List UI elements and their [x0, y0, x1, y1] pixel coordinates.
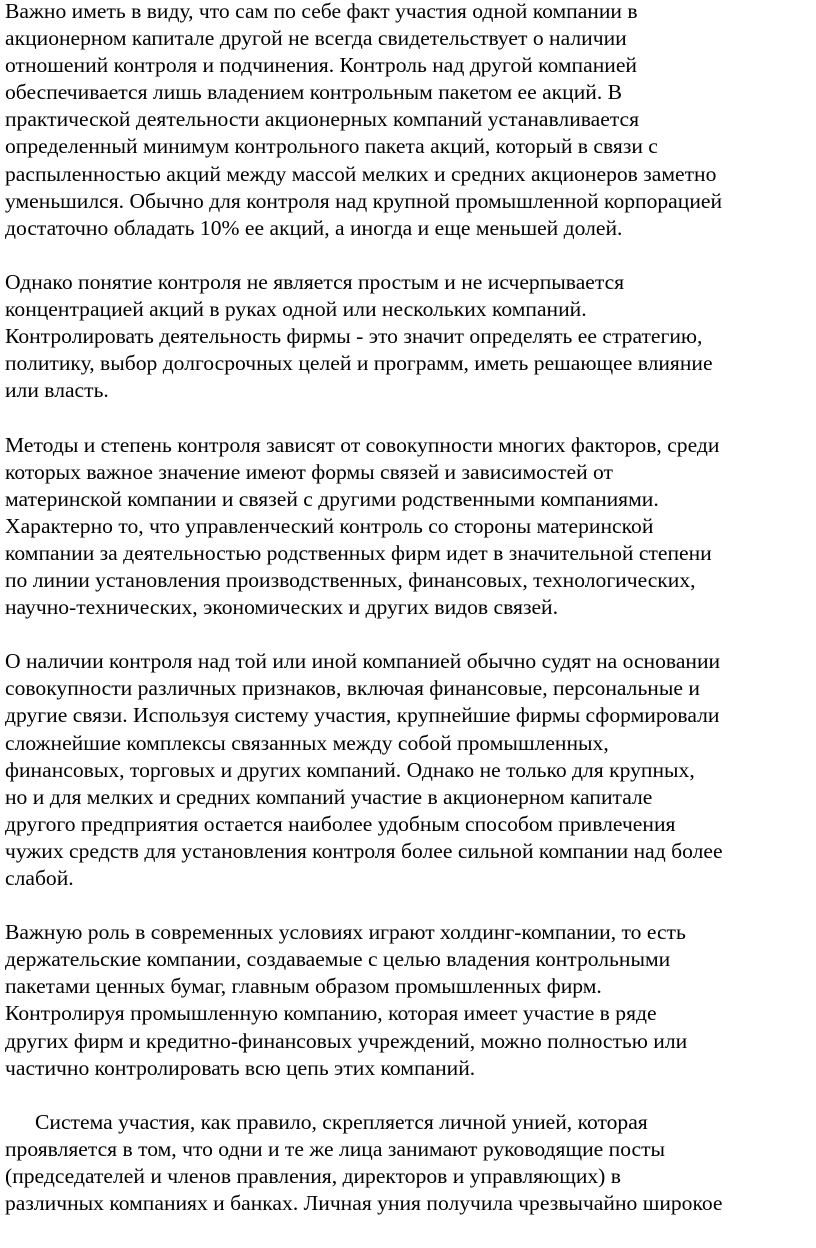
- text-line: Важно иметь в виду, что сам по себе факт участия одной компании в: [5, 0, 638, 23]
- text-line: другого предприятия остается наиболее удобным способом привлечения: [5, 811, 676, 836]
- text-line: Контролируя промышленную компанию, которая имеет участие в ряде: [5, 1001, 657, 1026]
- text-line: совокупности различных признаков, включая финансовые, персональные и: [5, 676, 700, 701]
- paragraph-2: [5, 269, 816, 404]
- text-line: финансовых, торговых и других компаний. Однако не только для крупных,: [5, 757, 695, 782]
- text-line: материнской компании и связей с другими родственными компаниями.: [5, 486, 659, 511]
- paragraph-6: [5, 1109, 816, 1217]
- text-line: проявляется в том, что одни и те же лица занимают руководящие посты: [5, 1136, 666, 1161]
- text-line: Методы и степень контроля зависят от совокупности многих факторов, среди: [5, 432, 720, 457]
- text-line: слабой.: [5, 866, 74, 890]
- text-line: распыленностью акций между массой мелких и средних акционеров заметно: [5, 161, 717, 186]
- paragraph-5: [5, 919, 816, 1082]
- text-line: чужих средств для установления контроля более сильной компании над более: [5, 838, 723, 863]
- text-line: сложнейшие комплексы связанных между собой промышленных,: [5, 730, 609, 755]
- text-line: различных компаниях и банках. Личная уния получила чрезвычайно широкое: [5, 1191, 723, 1216]
- text-line: которых важное значение имеют формы связей и зависимостей от: [5, 459, 613, 484]
- text-line: Система участия, как правило, скрепляется личной унией, которая: [35, 1109, 648, 1134]
- text-line: по линии установления производственных, финансовых, технологических,: [5, 567, 696, 592]
- text-line: достаточно обладать 10% ее акций, а иногда и еще меньшей долей.: [5, 215, 623, 240]
- paragraph-3: [5, 432, 816, 622]
- paragraph-1: [5, 0, 816, 242]
- paragraph-4: [5, 648, 816, 892]
- text-line: практической деятельности акционерных компаний устанавливается: [5, 107, 640, 132]
- text-line: акционерном капитале другой не всегда свидетельствует о наличии: [5, 26, 627, 51]
- text-line: О наличии контроля над той или иной компанией обычно судят на основании: [5, 649, 721, 674]
- text-line: определенный минимум контрольного пакета акций, который в связи с: [5, 134, 658, 159]
- text-line: уменьшился. Обычно для контроля над крупной промышленной корпорацией: [5, 188, 723, 213]
- text-line: научно-технических, экономических и других видов связей.: [5, 595, 559, 620]
- text-line: другие связи. Используя систему участия, крупнейшие фирмы сформировали: [5, 703, 720, 728]
- text-line: держательские компании, создаваемые с целью владения контрольными: [5, 947, 671, 972]
- document-body: [5, 0, 816, 1244]
- text-line: Контролировать деятельность фирмы - это значит определять ее стратегию,: [5, 324, 703, 349]
- text-line: частично контролировать всю цепь этих компаний.: [5, 1055, 476, 1080]
- text-line: Характерно то, что управленческий контроль со стороны материнской: [5, 513, 654, 538]
- text-line: политику, выбор долгосрочных целей и программ, иметь решающее влияние: [5, 351, 713, 376]
- text-line: (председателей и членов правления, директоров и управляющих) в: [5, 1164, 621, 1189]
- text-line: пакетами ценных бумаг, главным образом промышленных фирм.: [5, 974, 602, 999]
- text-line: компании за деятельностью родственных фирм идет в значительной степени: [5, 540, 712, 565]
- text-line: или власть.: [5, 378, 109, 403]
- text-line: концентрацией акций в руках одной или нескольких компаний.: [5, 297, 587, 322]
- text-line: Важную роль в современных условиях играют холдинг-компании, то есть: [5, 920, 686, 945]
- text-line: других фирм и кредитно-финансовых учреждений, можно полностью или: [5, 1028, 688, 1053]
- text-line: отношений контроля и подчинения. Контроль над другой компанией: [5, 53, 637, 78]
- text-line: Однако понятие контроля не является простым и не исчерпывается: [5, 269, 625, 294]
- text-line: но и для мелких и средних компаний участие в акционерном капитале: [5, 784, 653, 809]
- text-line: обеспечивается лишь владением контрольным пакетом ее акций. В: [5, 80, 623, 105]
